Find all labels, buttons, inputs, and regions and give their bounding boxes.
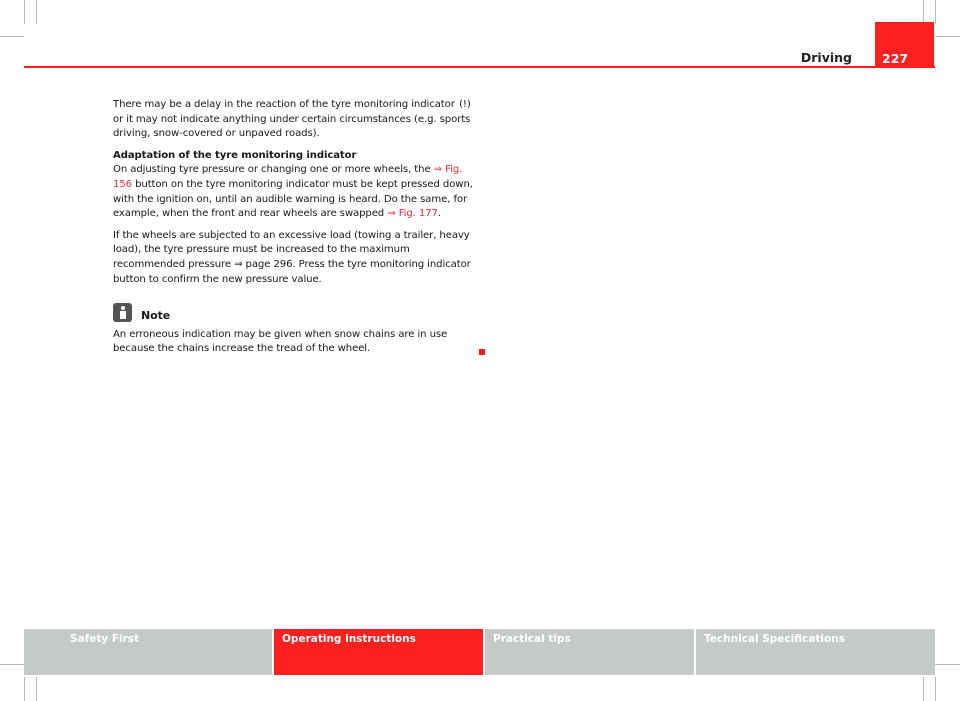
tab-technical-specifications[interactable]: Technical Specifications (694, 629, 935, 675)
paragraph-excessive-load: If the wheels are subjected to an excessive load (towing a trailer, heavy load), the tyre pressure must be increased to the maximum recommended pressure ⇒ page 296. Press the tyre monitoring indicator button to confirm the new pressure value. (113, 229, 471, 285)
note-body (113, 328, 483, 357)
crop-mark (0, 664, 24, 665)
paragraph-tyre-delay: There may be a delay in the reaction of the tyre monitoring indicator (!) or it may not indicate anything under certain circumstances (e.g. sports driving, snow-covered or unpaved roads). (113, 99, 471, 140)
header-rule (24, 66, 935, 68)
subheading-adaptation: Adaptation of the tyre monitoring indicator (113, 149, 357, 161)
crop-mark (935, 36, 960, 37)
crop-mark (923, 0, 924, 24)
page-number: 227 (875, 22, 934, 68)
tab-operating-instructions[interactable]: Operating instructions (272, 629, 483, 675)
crop-mark (24, 0, 25, 24)
crop-mark (24, 677, 25, 701)
crop-mark (36, 0, 37, 24)
info-note-icon (113, 303, 132, 322)
page-body (113, 98, 483, 357)
figure-link-156[interactable]: ⇒ Fig. 156 (113, 164, 463, 190)
tab-safety-first[interactable]: Safety First (24, 629, 272, 675)
tyre-pressure-warning-icon: (!) (459, 99, 471, 110)
section-end-marker (479, 349, 485, 355)
crop-mark (0, 36, 24, 37)
crop-mark (36, 677, 37, 701)
crop-mark (935, 0, 936, 24)
figure-link-177[interactable]: ⇒ Fig. 177 (387, 208, 438, 220)
crop-mark (935, 677, 936, 701)
crop-mark (935, 664, 960, 665)
note-text: An erroneous indication may be given when snow chains are in use because the chains increase the tread of the wheel. (113, 328, 448, 355)
chapter-tabs (24, 629, 935, 675)
paragraph-adaptation: On adjusting tyre pressure or changing one or more wheels, the ⇒ Fig. 156 button on the tyre monitoring indicator must be kept pressed down, with the ignition on, until an audible warning is heard. Do the same, for example, when the front and rear wheels are swapped ⇒ Fig. 177. (113, 164, 473, 220)
section-title: Driving (800, 50, 852, 65)
tab-practical-tips[interactable]: Practical tips (483, 629, 694, 675)
note-title: Note (141, 309, 171, 323)
crop-mark (923, 677, 924, 701)
note-heading (113, 301, 483, 324)
